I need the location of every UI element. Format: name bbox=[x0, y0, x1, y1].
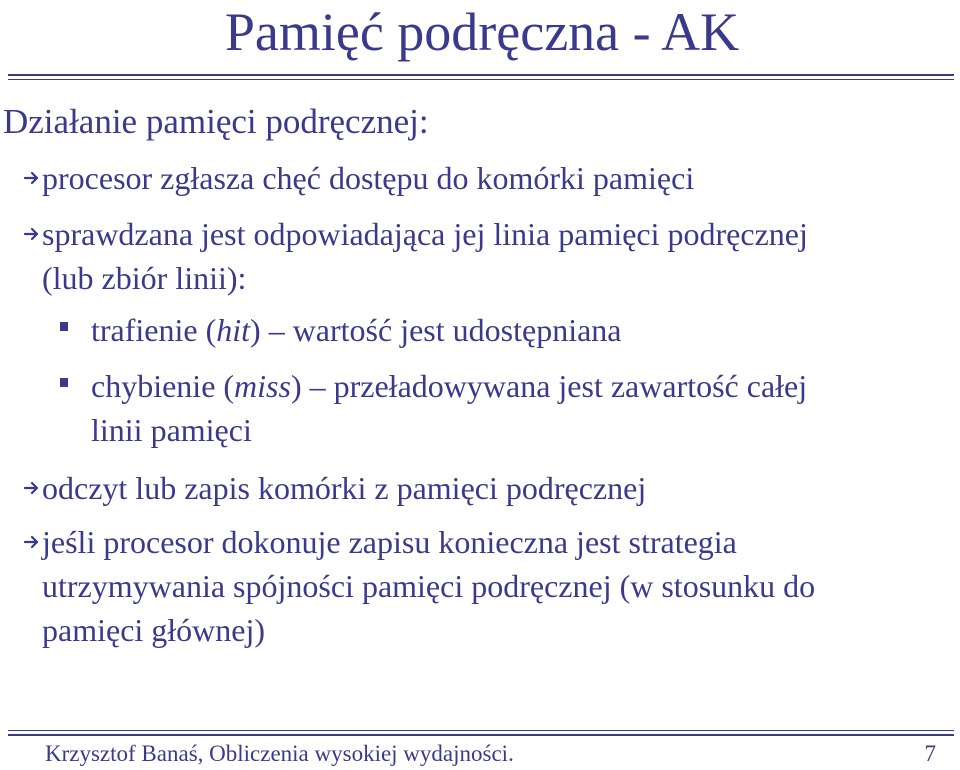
arrow-right-icon bbox=[24, 480, 40, 496]
footer-rule-thin bbox=[8, 730, 954, 731]
arrow-right-icon bbox=[24, 170, 40, 186]
title-rule-thin bbox=[8, 79, 954, 80]
bullet-item-line: jeśli procesor dokonuje zapisu konieczna jest strategia bbox=[42, 524, 737, 560]
sub-item-text: ) – wartość jest udostępniana bbox=[250, 312, 622, 348]
bullet-item-line: pamięci głównej) bbox=[42, 612, 266, 648]
sub-bullet-item-line bbox=[91, 366, 807, 406]
sub-item-text: ) – przeładowywana jest zawartość całej bbox=[290, 368, 808, 404]
page-number: 7 bbox=[924, 741, 936, 766]
bullet-item-line: procesor zgłasza chęć dostępu do komórki pamięci bbox=[42, 160, 695, 196]
sub-item-text: trafienie ( bbox=[91, 312, 217, 348]
section-heading: Działanie pamięci podręcznej: bbox=[3, 102, 429, 141]
bullet-item-line: utrzymywania spójności pamięci podręcznej (w stosunku do bbox=[42, 568, 816, 604]
sub-item-text: chybienie ( bbox=[91, 368, 235, 404]
bullet-item-line: odczyt lub zapis komórki z pamięci podręcznej bbox=[42, 470, 647, 506]
slide-title: Pamięć podręczna - AK bbox=[224, 2, 740, 62]
sub-bullet-item-line bbox=[91, 310, 621, 350]
arrow-right-icon bbox=[24, 226, 40, 242]
bullet-item-line: sprawdzana jest odpowiadająca jej linia pamięci podręcznej bbox=[42, 216, 808, 252]
sub-bullet-item-line: linii pamięci bbox=[91, 412, 252, 448]
arrow-right-icon bbox=[24, 534, 40, 550]
bullet-item-line: (lub zbiór linii): bbox=[42, 260, 247, 296]
footer-rule-thick bbox=[8, 734, 954, 736]
square-bullet-icon bbox=[60, 378, 68, 387]
sub-item-term: hit bbox=[216, 312, 251, 348]
square-bullet-icon bbox=[60, 322, 68, 331]
sub-item-term: miss bbox=[234, 368, 291, 404]
footer-text: Krzysztof Banaś, Obliczenia wysokiej wydajności. bbox=[45, 741, 514, 766]
title-rule-thick bbox=[8, 74, 954, 76]
